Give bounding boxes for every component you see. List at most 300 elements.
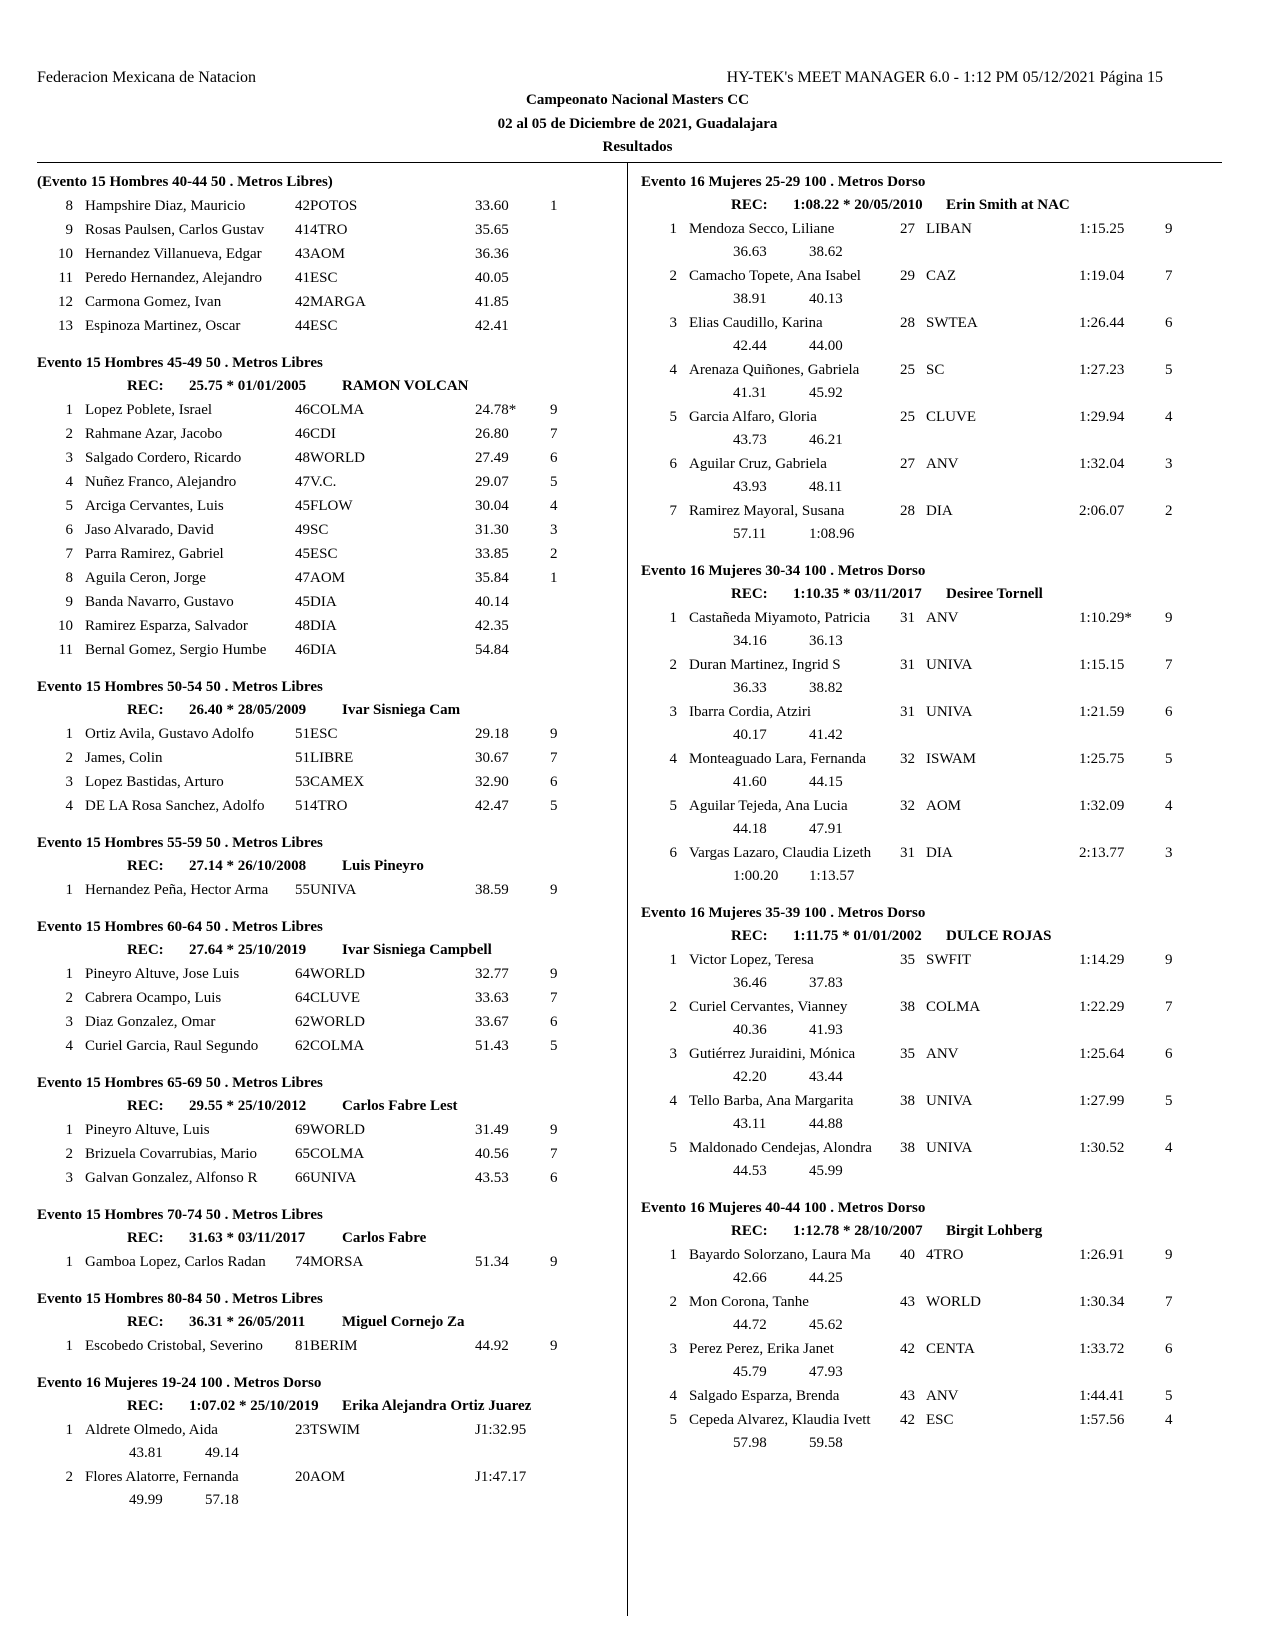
points: 6 <box>1165 1341 1173 1357</box>
final-time: 1:57.56 <box>1079 1412 1125 1428</box>
result-row <box>37 590 617 614</box>
event-title: Evento 16 Mujeres 19-24 100 . Metros Dorso <box>37 1375 322 1391</box>
event-title: Evento 16 Mujeres 35-39 100 . Metros Dorso <box>641 905 926 921</box>
age: 55 <box>295 882 310 898</box>
points: 6 <box>1165 704 1173 720</box>
final-time: 32.77 <box>475 966 509 982</box>
record-holder: DULCE ROJAS <box>946 928 1052 944</box>
points: 5 <box>1165 1093 1173 1109</box>
swimmer-name: Aguilar Cruz, Gabriela <box>689 456 827 472</box>
team: ESC <box>310 318 338 334</box>
place: 9 <box>65 594 73 610</box>
result-row <box>641 1384 1221 1408</box>
split-100: 41.93 <box>809 1022 843 1038</box>
swimmer-name: Ramirez Esparza, Salvador <box>85 618 248 634</box>
record-label: REC: <box>731 586 768 602</box>
record-holder: Carlos Fabre <box>342 1230 427 1246</box>
record-holder: Erin Smith at NAC <box>946 197 1070 213</box>
event-block <box>37 1287 617 1358</box>
final-time: 1:26.91 <box>1079 1247 1125 1263</box>
split-50: 57.98 <box>733 1435 767 1451</box>
split-100: 49.14 <box>205 1445 239 1461</box>
points: 9 <box>550 1254 558 1270</box>
record-holder: Erika Alejandra Ortiz Juarez <box>342 1398 532 1414</box>
final-time: J1:47.17 <box>475 1469 527 1485</box>
swimmer-name: Escobedo Cristobal, Severino <box>85 1338 263 1354</box>
swimmer-name: Mendoza Secco, Liliane <box>689 221 835 237</box>
record-time: 36.31 * 26/05/2011 <box>189 1314 306 1330</box>
result-row <box>37 194 617 218</box>
place: 4 <box>669 1093 677 1109</box>
split-50: 42.44 <box>733 338 767 354</box>
split-50: 57.11 <box>733 526 767 542</box>
swimmer-name: Monteaguado Lara, Fernanda <box>689 751 867 767</box>
swimmer-name: Nuñez Franco, Alejandro <box>85 474 237 490</box>
age: 35 <box>900 952 915 968</box>
final-time: 1:44.41 <box>1079 1388 1125 1404</box>
team: ANV <box>926 456 959 472</box>
swimmer-name: Cepeda Alvarez, Klaudia Ivett <box>689 1412 871 1428</box>
place: 11 <box>58 270 73 286</box>
result-row <box>641 452 1221 476</box>
age: 43 <box>900 1294 915 1310</box>
record-line <box>37 1227 617 1250</box>
result-row <box>641 217 1221 241</box>
result-row <box>37 566 617 590</box>
split-50: 44.72 <box>733 1317 767 1333</box>
team: LIBRE <box>310 750 354 766</box>
points: 9 <box>550 726 558 742</box>
swimmer-name: Aguilar Tejeda, Ana Lucia <box>689 798 848 814</box>
points: 6 <box>1165 1046 1173 1062</box>
record-line <box>641 583 1221 606</box>
record-label: REC: <box>127 942 164 958</box>
team: MARGA <box>310 294 366 310</box>
split-100: 1:13.57 <box>809 868 855 884</box>
split-50: 36.46 <box>733 975 767 991</box>
age: 31 <box>900 704 915 720</box>
place: 9 <box>65 222 73 238</box>
split-50: 43.81 <box>129 1445 163 1461</box>
split-50: 1:00.20 <box>733 868 779 884</box>
result-row <box>37 314 617 338</box>
record-time: 1:07.02 * 25/10/2019 <box>189 1398 319 1414</box>
team: WORLD <box>310 450 365 466</box>
final-time: 33.60 <box>475 198 509 214</box>
record-holder: Ivar Sisniega Campbell <box>342 942 492 958</box>
record-label: REC: <box>127 1398 164 1414</box>
final-time: 30.67 <box>475 750 509 766</box>
result-row <box>641 700 1221 724</box>
result-row <box>37 1166 617 1190</box>
result-row <box>641 1089 1221 1113</box>
result-row <box>37 242 617 266</box>
event-block <box>37 831 617 902</box>
place: 4 <box>669 362 677 378</box>
split-times <box>641 429 1221 452</box>
age: 31 <box>900 610 915 626</box>
split-times <box>641 1361 1221 1384</box>
points: 7 <box>1165 657 1173 673</box>
split-50: 34.16 <box>733 633 767 649</box>
split-100: 36.13 <box>809 633 843 649</box>
team: LIBAN <box>926 221 972 237</box>
final-time: 1:14.29 <box>1079 952 1125 968</box>
event-title: Evento 15 Hombres 45-49 50 . Metros Libres <box>37 355 323 371</box>
points: 4 <box>1165 798 1173 814</box>
result-row <box>641 948 1221 972</box>
points: 1 <box>550 198 558 214</box>
column-divider <box>627 162 628 1616</box>
place: 2 <box>669 268 677 284</box>
place: 1 <box>669 221 677 237</box>
result-row <box>641 794 1221 818</box>
split-50: 49.99 <box>129 1492 163 1508</box>
swimmer-name: Lopez Bastidas, Arturo <box>85 774 224 790</box>
event-title: Evento 16 Mujeres 40-44 100 . Metros Dorso <box>641 1200 926 1216</box>
age: 25 <box>900 409 915 425</box>
swimmer-name: Bayardo Solorzano, Laura Ma <box>689 1247 871 1263</box>
swimmer-name: Galvan Gonzalez, Alfonso R <box>85 1170 258 1186</box>
team: CLUVE <box>926 409 976 425</box>
team: UNIVA <box>310 1170 357 1186</box>
swimmer-name: Brizuela Covarrubias, Mario <box>85 1146 258 1162</box>
place: 5 <box>669 1140 677 1156</box>
team: COLMA <box>310 402 365 418</box>
split-100: 45.99 <box>809 1163 843 1179</box>
right-column <box>641 170 1221 1468</box>
event-block <box>37 1203 617 1274</box>
result-row <box>641 1042 1221 1066</box>
record-time: 1:12.78 * 28/10/2007 <box>793 1223 923 1239</box>
record-time: 29.55 * 25/10/2012 <box>189 1098 307 1114</box>
points: 2 <box>550 546 558 562</box>
result-row <box>641 1243 1221 1267</box>
left-column <box>37 170 617 1525</box>
split-100: 43.44 <box>809 1069 843 1085</box>
place: 4 <box>669 751 677 767</box>
final-time: 51.34 <box>475 1254 509 1270</box>
final-time: 1:10.29* <box>1079 610 1132 626</box>
final-time: 54.84 <box>475 642 509 658</box>
team: SC <box>310 522 329 538</box>
team: V.C. <box>310 474 337 490</box>
place: 1 <box>669 610 677 626</box>
team: DIA <box>310 642 337 658</box>
final-time: 29.18 <box>475 726 509 742</box>
team: WORLD <box>310 1014 365 1030</box>
swimmer-name: Pineyro Altuve, Luis <box>85 1122 210 1138</box>
points: 7 <box>550 1146 558 1162</box>
age: 48 <box>295 450 310 466</box>
result-row <box>641 1136 1221 1160</box>
team: SWTEA <box>926 315 978 331</box>
team: 4TRO <box>310 222 348 238</box>
age: 51 <box>295 798 310 814</box>
result-row <box>641 499 1221 523</box>
event-title: Evento 15 Hombres 80-84 50 . Metros Libres <box>37 1291 323 1307</box>
event-title: Evento 15 Hombres 65-69 50 . Metros Libres <box>37 1075 323 1091</box>
swimmer-name: DE LA Rosa Sanchez, Adolfo <box>85 798 265 814</box>
place: 7 <box>65 546 73 562</box>
split-50: 41.31 <box>733 385 767 401</box>
final-time: 1:32.09 <box>1079 798 1125 814</box>
place: 1 <box>65 1122 73 1138</box>
age: 25 <box>900 362 915 378</box>
split-times <box>641 382 1221 405</box>
final-time: 33.63 <box>475 990 509 1006</box>
final-time: 1:19.04 <box>1079 268 1125 284</box>
result-row <box>37 746 617 770</box>
split-50: 42.20 <box>733 1069 767 1085</box>
final-time: 1:21.59 <box>1079 704 1125 720</box>
result-row <box>37 518 617 542</box>
final-time: 38.59 <box>475 882 509 898</box>
event-title: Evento 16 Mujeres 25-29 100 . Metros Dorso <box>641 174 926 190</box>
points: 7 <box>550 990 558 1006</box>
place: 8 <box>65 198 73 214</box>
age: 48 <box>295 618 310 634</box>
team: ANV <box>926 1046 959 1062</box>
swimmer-name: Ortiz Avila, Gustavo Adolfo <box>85 726 254 742</box>
result-row <box>641 1408 1221 1432</box>
points: 6 <box>550 1170 558 1186</box>
swimmer-name: Mon Corona, Tanhe <box>689 1294 809 1310</box>
event-block <box>641 559 1221 888</box>
age: 28 <box>900 315 915 331</box>
record-label: REC: <box>127 1230 164 1246</box>
result-row <box>37 614 617 638</box>
swimmer-name: James, Colin <box>85 750 163 766</box>
final-time: 1:27.23 <box>1079 362 1125 378</box>
split-100: 40.13 <box>809 291 843 307</box>
points: 9 <box>1165 952 1173 968</box>
team: SWFIT <box>926 952 971 968</box>
split-100: 45.92 <box>809 385 843 401</box>
place: 1 <box>65 402 73 418</box>
age: 32 <box>900 751 915 767</box>
split-times <box>641 1267 1221 1290</box>
team: WORLD <box>926 1294 981 1310</box>
record-holder: Desiree Tornell <box>946 586 1043 602</box>
record-line <box>37 939 617 962</box>
record-line <box>641 1220 1221 1243</box>
split-100: 41.42 <box>809 727 843 743</box>
swimmer-name: Flores Alatorre, Fernanda <box>85 1469 239 1485</box>
result-row <box>37 1250 617 1274</box>
split-100: 59.58 <box>809 1435 843 1451</box>
record-line <box>37 1311 617 1334</box>
final-time: 30.04 <box>475 498 509 514</box>
age: 43 <box>295 246 310 262</box>
swimmer-name: Hampshire Diaz, Mauricio <box>85 198 246 214</box>
swimmer-name: Hernandez Villanueva, Edgar <box>85 246 262 262</box>
place: 13 <box>58 318 73 334</box>
event-block <box>37 915 617 1058</box>
split-times <box>641 523 1221 546</box>
split-times <box>641 972 1221 995</box>
age: 41 <box>295 222 310 238</box>
age: 46 <box>295 402 310 418</box>
points: 5 <box>550 474 558 490</box>
record-holder: Ivar Sisniega Cam <box>342 702 461 718</box>
place: 1 <box>65 1422 73 1438</box>
age: 81 <box>295 1338 310 1354</box>
final-time: 43.53 <box>475 1170 509 1186</box>
final-time: 1:30.52 <box>1079 1140 1125 1156</box>
split-50: 43.93 <box>733 479 767 495</box>
swimmer-name: Ibarra Cordia, Atziri <box>689 704 812 720</box>
split-times <box>641 241 1221 264</box>
team: UNIVA <box>926 1093 973 1109</box>
swimmer-name: Elias Caudillo, Karina <box>689 315 823 331</box>
result-row <box>37 446 617 470</box>
split-times <box>641 1019 1221 1042</box>
age: 43 <box>900 1388 915 1404</box>
age: 66 <box>295 1170 310 1186</box>
team: ANV <box>926 610 959 626</box>
age: 32 <box>900 798 915 814</box>
team: CDI <box>310 426 336 442</box>
age: 40 <box>900 1247 915 1263</box>
split-times <box>37 1489 617 1512</box>
age: 49 <box>295 522 310 538</box>
result-row <box>37 770 617 794</box>
swimmer-name: Parra Ramirez, Gabriel <box>85 546 224 562</box>
team: MORSA <box>310 1254 364 1270</box>
result-row <box>37 1034 617 1058</box>
record-line <box>641 925 1221 948</box>
record-time: 31.63 * 03/11/2017 <box>189 1230 306 1246</box>
swimmer-name: Salgado Cordero, Ricardo <box>85 450 242 466</box>
record-time: 27.64 * 25/10/2019 <box>189 942 307 958</box>
record-holder: Miguel Cornejo Za <box>342 1314 465 1330</box>
final-time: 1:26.44 <box>1079 315 1125 331</box>
split-times <box>641 476 1221 499</box>
points: 5 <box>550 798 558 814</box>
record-label: REC: <box>731 197 768 213</box>
age: 42 <box>900 1341 915 1357</box>
split-times <box>641 771 1221 794</box>
team: DIA <box>926 845 953 861</box>
result-row <box>37 422 617 446</box>
record-holder: Birgit Lohberg <box>946 1223 1043 1239</box>
place: 4 <box>65 474 73 490</box>
points: 9 <box>550 882 558 898</box>
final-time: 40.05 <box>475 270 509 286</box>
place: 3 <box>65 774 73 790</box>
points: 5 <box>1165 362 1173 378</box>
org-name: Federacion Mexicana de Natacion <box>37 69 257 86</box>
final-time: 44.92 <box>475 1338 509 1354</box>
software-header: HY-TEK's MEET MANAGER 6.0 - 1:12 PM 05/12/2021 Página 15 <box>726 69 1163 86</box>
split-100: 37.83 <box>809 975 843 991</box>
age: 51 <box>295 750 310 766</box>
record-line <box>37 699 617 722</box>
split-50: 41.60 <box>733 774 767 790</box>
age: 42 <box>295 294 310 310</box>
points: 7 <box>1165 999 1173 1015</box>
split-50: 36.63 <box>733 244 767 260</box>
team: ANV <box>926 1388 959 1404</box>
record-line <box>37 855 617 878</box>
result-row <box>37 986 617 1010</box>
final-time: 1:29.94 <box>1079 409 1125 425</box>
record-label: REC: <box>127 858 164 874</box>
split-100: 47.91 <box>809 821 843 837</box>
team: ESC <box>310 270 338 286</box>
team: ISWAM <box>926 751 977 767</box>
final-time: 27.49 <box>475 450 509 466</box>
age: 38 <box>900 1140 915 1156</box>
swimmer-name: Garcia Alfaro, Gloria <box>689 409 817 425</box>
result-row <box>37 470 617 494</box>
record-holder: RAMON VOLCAN <box>342 378 469 394</box>
split-50: 40.36 <box>733 1022 767 1038</box>
final-time: 32.90 <box>475 774 509 790</box>
split-times <box>641 288 1221 311</box>
final-time: 1:25.64 <box>1079 1046 1125 1062</box>
place: 5 <box>669 798 677 814</box>
place: 12 <box>58 294 73 310</box>
split-times <box>641 1066 1221 1089</box>
section-title: Resultados <box>602 139 673 155</box>
final-time: 1:15.25 <box>1079 221 1125 237</box>
team: ESC <box>310 546 338 562</box>
record-line <box>37 1095 617 1118</box>
event-title: Evento 15 Hombres 50-54 50 . Metros Libres <box>37 679 323 695</box>
swimmer-name: Gutiérrez Juraidini, Mónica <box>689 1046 856 1062</box>
result-row <box>37 218 617 242</box>
event-block <box>37 1071 617 1190</box>
event-block <box>37 351 617 662</box>
age: 38 <box>900 1093 915 1109</box>
final-time: J1:32.95 <box>475 1422 527 1438</box>
place: 1 <box>65 882 73 898</box>
points: 5 <box>550 1038 558 1054</box>
place: 2 <box>65 1469 73 1485</box>
result-row <box>641 995 1221 1019</box>
place: 1 <box>669 952 677 968</box>
split-100: 38.62 <box>809 244 843 260</box>
team: AOM <box>310 570 346 586</box>
result-row <box>37 1118 617 1142</box>
place: 2 <box>65 990 73 1006</box>
result-row <box>641 1337 1221 1361</box>
split-times <box>641 630 1221 653</box>
event-block <box>37 1371 617 1512</box>
team: UNIVA <box>926 704 973 720</box>
swimmer-name: Curiel Garcia, Raul Segundo <box>85 1038 259 1054</box>
final-time: 41.85 <box>475 294 509 310</box>
swimmer-name: Peredo Hernandez, Alejandro <box>85 270 263 286</box>
points: 3 <box>1165 456 1173 472</box>
split-100: 44.25 <box>809 1270 843 1286</box>
place: 2 <box>65 1146 73 1162</box>
final-time: 2:13.77 <box>1079 845 1125 861</box>
place: 1 <box>65 966 73 982</box>
event-block <box>641 1196 1221 1455</box>
final-time: 2:06.07 <box>1079 503 1125 519</box>
swimmer-name: Curiel Cervantes, Vianney <box>689 999 848 1015</box>
split-50: 38.91 <box>733 291 767 307</box>
record-label: REC: <box>127 1098 164 1114</box>
place: 1 <box>65 1338 73 1354</box>
team: AOM <box>310 246 346 262</box>
result-row <box>37 1418 617 1442</box>
swimmer-name: Banda Navarro, Gustavo <box>85 594 234 610</box>
team: 4TRO <box>310 798 348 814</box>
